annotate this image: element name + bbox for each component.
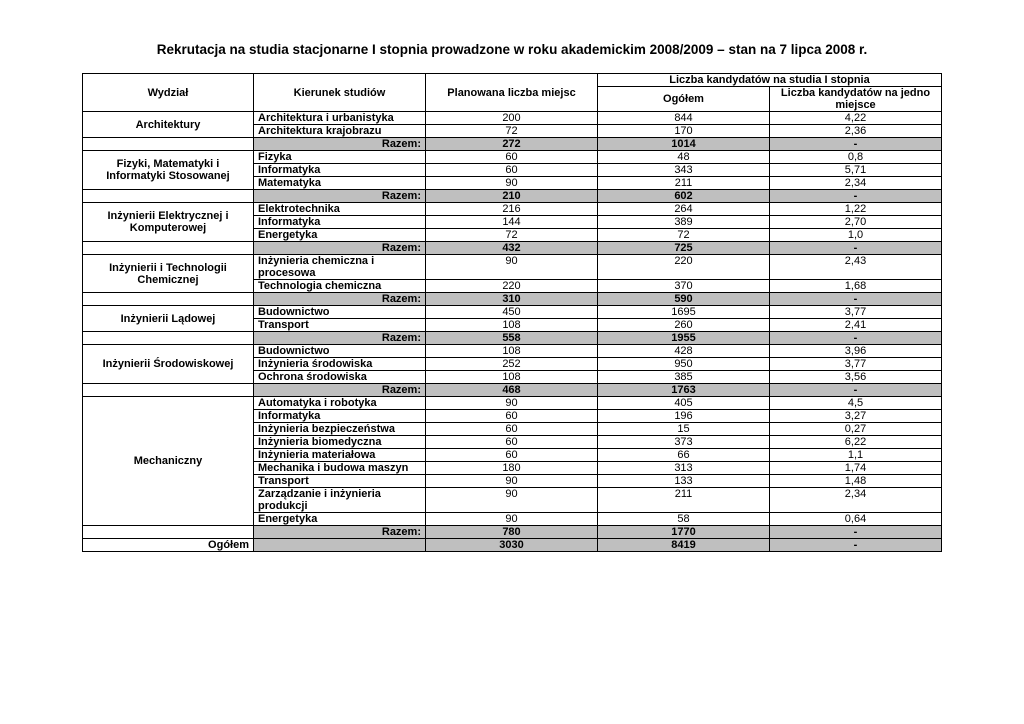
course-candidates: 260 bbox=[598, 319, 770, 332]
course-planned: 72 bbox=[426, 229, 598, 242]
table-row bbox=[83, 255, 942, 280]
course-candidates: 48 bbox=[598, 151, 770, 164]
faculty-name: Inżynierii i Technologii Chemicznej bbox=[83, 255, 254, 293]
course-planned: 108 bbox=[426, 319, 598, 332]
sum-candidates: 1955 bbox=[598, 332, 770, 345]
faculty-name: Inżynierii Środowiskowej bbox=[83, 345, 254, 384]
sum-planned: 468 bbox=[426, 384, 598, 397]
sum-label: Razem: bbox=[254, 384, 426, 397]
course-candidates: 844 bbox=[598, 112, 770, 125]
course-candidates: 405 bbox=[598, 397, 770, 410]
course-planned: 60 bbox=[426, 449, 598, 462]
course-ratio: 3,56 bbox=[770, 371, 942, 384]
course-name: Inżynieria chemiczna i procesowa bbox=[254, 255, 426, 280]
sum-planned: 210 bbox=[426, 190, 598, 203]
course-planned: 90 bbox=[426, 513, 598, 526]
sum-row bbox=[83, 526, 942, 539]
header-faculty: Wydział bbox=[83, 74, 254, 112]
course-name: Architektura krajobrazu bbox=[254, 125, 426, 138]
course-name: Inżynieria biomedyczna bbox=[254, 436, 426, 449]
course-planned: 60 bbox=[426, 436, 598, 449]
grand-total-empty-cell bbox=[254, 539, 426, 552]
course-planned: 90 bbox=[426, 475, 598, 488]
sum-label: Razem: bbox=[254, 190, 426, 203]
course-ratio: 1,1 bbox=[770, 449, 942, 462]
table-row bbox=[83, 306, 942, 319]
course-planned: 220 bbox=[426, 280, 598, 293]
sum-candidates: 725 bbox=[598, 242, 770, 255]
sum-empty-cell bbox=[83, 242, 254, 255]
sum-row bbox=[83, 384, 942, 397]
sum-ratio: - bbox=[770, 190, 942, 203]
course-planned: 450 bbox=[426, 306, 598, 319]
course-candidates: 385 bbox=[598, 371, 770, 384]
sum-label: Razem: bbox=[254, 332, 426, 345]
course-name: Elektrotechnika bbox=[254, 203, 426, 216]
course-name: Architektura i urbanistyka bbox=[254, 112, 426, 125]
header-course: Kierunek studiów bbox=[254, 74, 426, 112]
course-candidates: 389 bbox=[598, 216, 770, 229]
course-ratio: 2,34 bbox=[770, 488, 942, 513]
course-name: Zarządzanie i inżynieria produkcji bbox=[254, 488, 426, 513]
course-candidates: 220 bbox=[598, 255, 770, 280]
sum-candidates: 590 bbox=[598, 293, 770, 306]
course-ratio: 3,27 bbox=[770, 410, 942, 423]
course-ratio: 2,70 bbox=[770, 216, 942, 229]
sum-label: Razem: bbox=[254, 138, 426, 151]
grand-total-ratio: - bbox=[770, 539, 942, 552]
faculty-name: Inżynierii Lądowej bbox=[83, 306, 254, 332]
header-total: Ogółem bbox=[598, 87, 770, 112]
course-ratio: 1,68 bbox=[770, 280, 942, 293]
course-name: Technologia chemiczna bbox=[254, 280, 426, 293]
page-title: Rekrutacja na studia stacjonarne I stopnia prowadzone w roku akademickim 2008/2009 – stan na 7 lipca 2008 r. bbox=[156, 42, 868, 57]
course-candidates: 133 bbox=[598, 475, 770, 488]
course-candidates: 196 bbox=[598, 410, 770, 423]
course-name: Automatyka i robotyka bbox=[254, 397, 426, 410]
sum-planned: 558 bbox=[426, 332, 598, 345]
course-ratio: 0,64 bbox=[770, 513, 942, 526]
sum-ratio: - bbox=[770, 526, 942, 539]
table-row bbox=[83, 151, 942, 164]
faculty-name: Architektury bbox=[83, 112, 254, 138]
sum-ratio: - bbox=[770, 293, 942, 306]
course-name: Informatyka bbox=[254, 216, 426, 229]
course-ratio: 4,22 bbox=[770, 112, 942, 125]
sum-empty-cell bbox=[83, 332, 254, 345]
course-planned: 108 bbox=[426, 345, 598, 358]
course-planned: 90 bbox=[426, 255, 598, 280]
sum-planned: 310 bbox=[426, 293, 598, 306]
course-name: Inżynieria bezpieczeństwa bbox=[254, 423, 426, 436]
course-ratio: 3,77 bbox=[770, 358, 942, 371]
course-planned: 252 bbox=[426, 358, 598, 371]
course-name: Informatyka bbox=[254, 164, 426, 177]
sum-row bbox=[83, 332, 942, 345]
course-candidates: 370 bbox=[598, 280, 770, 293]
course-ratio: 1,22 bbox=[770, 203, 942, 216]
sum-ratio: - bbox=[770, 138, 942, 151]
sum-label: Razem: bbox=[254, 242, 426, 255]
course-candidates: 66 bbox=[598, 449, 770, 462]
sum-ratio: - bbox=[770, 242, 942, 255]
course-planned: 60 bbox=[426, 410, 598, 423]
course-candidates: 15 bbox=[598, 423, 770, 436]
course-candidates: 58 bbox=[598, 513, 770, 526]
sum-planned: 780 bbox=[426, 526, 598, 539]
sum-candidates: 602 bbox=[598, 190, 770, 203]
grand-total-row bbox=[83, 539, 942, 552]
course-name: Energetyka bbox=[254, 229, 426, 242]
course-planned: 90 bbox=[426, 488, 598, 513]
course-candidates: 1695 bbox=[598, 306, 770, 319]
course-name: Budownictwo bbox=[254, 306, 426, 319]
course-name: Matematyka bbox=[254, 177, 426, 190]
course-planned: 200 bbox=[426, 112, 598, 125]
header-candidates-group: Liczba kandydatów na studia I stopnia bbox=[598, 74, 942, 87]
sum-candidates: 1770 bbox=[598, 526, 770, 539]
sum-empty-cell bbox=[83, 526, 254, 539]
course-name: Inżynieria środowiska bbox=[254, 358, 426, 371]
course-name: Informatyka bbox=[254, 410, 426, 423]
course-candidates: 211 bbox=[598, 177, 770, 190]
grand-total-candidates: 8419 bbox=[598, 539, 770, 552]
course-ratio: 2,34 bbox=[770, 177, 942, 190]
table-body bbox=[83, 112, 942, 552]
sum-row bbox=[83, 242, 942, 255]
sum-candidates: 1763 bbox=[598, 384, 770, 397]
sum-ratio: - bbox=[770, 384, 942, 397]
sum-empty-cell bbox=[83, 293, 254, 306]
faculty-name: Inżynierii Elektrycznej i Komputerowej bbox=[83, 203, 254, 242]
course-candidates: 170 bbox=[598, 125, 770, 138]
course-ratio: 0,8 bbox=[770, 151, 942, 164]
course-ratio: 2,41 bbox=[770, 319, 942, 332]
sum-row bbox=[83, 293, 942, 306]
course-planned: 216 bbox=[426, 203, 598, 216]
course-planned: 60 bbox=[426, 164, 598, 177]
table-row bbox=[83, 397, 942, 410]
table-row bbox=[83, 112, 942, 125]
course-ratio: 1,0 bbox=[770, 229, 942, 242]
course-ratio: 2,36 bbox=[770, 125, 942, 138]
course-ratio: 1,48 bbox=[770, 475, 942, 488]
course-candidates: 373 bbox=[598, 436, 770, 449]
course-ratio: 6,22 bbox=[770, 436, 942, 449]
course-candidates: 264 bbox=[598, 203, 770, 216]
header-per-place: Liczba kandydatów na jedno miejsce bbox=[770, 87, 942, 112]
course-planned: 90 bbox=[426, 397, 598, 410]
course-planned: 90 bbox=[426, 177, 598, 190]
course-candidates: 950 bbox=[598, 358, 770, 371]
faculty-name: Mechaniczny bbox=[83, 397, 254, 526]
course-name: Ochrona środowiska bbox=[254, 371, 426, 384]
course-name: Budownictwo bbox=[254, 345, 426, 358]
course-name: Mechanika i budowa maszyn bbox=[254, 462, 426, 475]
course-ratio: 3,96 bbox=[770, 345, 942, 358]
course-name: Transport bbox=[254, 475, 426, 488]
sum-ratio: - bbox=[770, 332, 942, 345]
course-planned: 108 bbox=[426, 371, 598, 384]
grand-total-label: Ogółem bbox=[83, 539, 254, 552]
course-planned: 60 bbox=[426, 423, 598, 436]
course-ratio: 2,43 bbox=[770, 255, 942, 280]
sum-row bbox=[83, 190, 942, 203]
table-row bbox=[83, 203, 942, 216]
sum-label: Razem: bbox=[254, 526, 426, 539]
recruitment-table bbox=[82, 73, 942, 552]
course-candidates: 428 bbox=[598, 345, 770, 358]
course-planned: 60 bbox=[426, 151, 598, 164]
course-ratio: 4,5 bbox=[770, 397, 942, 410]
course-planned: 72 bbox=[426, 125, 598, 138]
course-ratio: 3,77 bbox=[770, 306, 942, 319]
sum-empty-cell bbox=[83, 190, 254, 203]
table-row bbox=[83, 345, 942, 358]
faculty-name: Fizyki, Matematyki i Informatyki Stosowanej bbox=[83, 151, 254, 190]
sum-label: Razem: bbox=[254, 293, 426, 306]
course-candidates: 343 bbox=[598, 164, 770, 177]
course-ratio: 5,71 bbox=[770, 164, 942, 177]
sum-empty-cell bbox=[83, 384, 254, 397]
course-ratio: 0,27 bbox=[770, 423, 942, 436]
course-name: Transport bbox=[254, 319, 426, 332]
sum-empty-cell bbox=[83, 138, 254, 151]
course-name: Fizyka bbox=[254, 151, 426, 164]
course-candidates: 72 bbox=[598, 229, 770, 242]
course-planned: 144 bbox=[426, 216, 598, 229]
course-ratio: 1,74 bbox=[770, 462, 942, 475]
course-name: Inżynieria materiałowa bbox=[254, 449, 426, 462]
course-candidates: 313 bbox=[598, 462, 770, 475]
sum-planned: 272 bbox=[426, 138, 598, 151]
course-candidates: 211 bbox=[598, 488, 770, 513]
header-planned: Planowana liczba miejsc bbox=[426, 74, 598, 112]
course-name: Energetyka bbox=[254, 513, 426, 526]
course-planned: 180 bbox=[426, 462, 598, 475]
sum-candidates: 1014 bbox=[598, 138, 770, 151]
grand-total-planned: 3030 bbox=[426, 539, 598, 552]
sum-planned: 432 bbox=[426, 242, 598, 255]
sum-row bbox=[83, 138, 942, 151]
